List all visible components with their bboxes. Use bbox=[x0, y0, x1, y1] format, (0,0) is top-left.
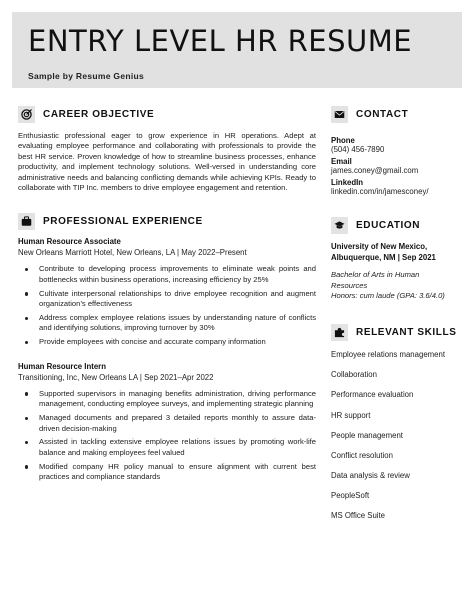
list-item: Conflict resolution bbox=[331, 450, 393, 460]
contact-section bbox=[331, 104, 461, 196]
section-title: CAREER OBJECTIVE bbox=[43, 108, 155, 120]
graduation-cap-icon bbox=[331, 217, 348, 234]
list-item: Supported supervisors in managing benefits administration, driving performance management, conducting employee surveys, and implementing strategic planning bbox=[18, 389, 316, 410]
list-item: HR support bbox=[331, 410, 371, 420]
target-icon bbox=[18, 106, 35, 123]
school-line: Albuquerque, NM | Sep 2021 bbox=[331, 252, 436, 262]
objective-text: Enthusiastic professional eager to grow experience in HR operations. Adept at evaluating employee performance and collaborating with professionals to provide the best HR service. Proven knowledge of how to streamline business processes, enhance productivity, and implement technology solutions. Well-versed in understanding core administrative needs and balancing conflicting demands while achieving KPIs. Ready to collaborate with TIP Inc. members to drive employee engagement and retention. bbox=[18, 131, 316, 193]
school-name bbox=[331, 242, 461, 263]
list-item: Performance evaluation bbox=[331, 390, 414, 400]
list-item: MS Office Suite bbox=[331, 511, 386, 521]
section-title: CONTACT bbox=[356, 108, 409, 120]
job-bullets bbox=[18, 389, 316, 483]
resume-title: ENTRY LEVEL HR RESUME bbox=[28, 24, 413, 58]
list-item: Address complex employee relations issues by understanding nature of conflicts and identifying solutions, improving turnover by 30% bbox=[18, 313, 316, 334]
list-item: Cultivate interpersonal relationships to drive employee recognition and augment organization’s effectiveness bbox=[18, 289, 316, 310]
email-link[interactable]: james.coney@gmail.com bbox=[331, 166, 419, 175]
job-title: Human Resource Intern bbox=[18, 361, 106, 371]
list-item: Managed documents and prepared 3 detailed reports monthly to assure data-driven decision-making bbox=[18, 413, 316, 434]
phone-value: (504) 456-7890 bbox=[331, 145, 385, 154]
list-item: Employee relations management bbox=[331, 349, 445, 359]
school-line: University of New Mexico, bbox=[331, 242, 428, 251]
list-item: Data analysis & review bbox=[331, 471, 410, 481]
job-meta: Transitioning, Inc, New Orleans LA | Sep 2021–Apr 2022 bbox=[18, 372, 214, 382]
linkedin-label: LinkedIn bbox=[331, 178, 364, 187]
education-section bbox=[331, 215, 461, 302]
section-heading bbox=[18, 104, 316, 124]
skills-section bbox=[331, 323, 461, 531]
section-title: EDUCATION bbox=[356, 219, 421, 231]
envelope-icon bbox=[331, 106, 348, 123]
job-title: Human Resource Associate bbox=[18, 237, 121, 247]
section-heading bbox=[18, 211, 316, 231]
job-entry bbox=[18, 362, 316, 483]
section-title: RELEVANT SKILLS bbox=[356, 327, 457, 339]
list-item: Contribute to developing process improvements to eliminate weak points and bottlenecks within business operations, increasing efficiency by 25% bbox=[18, 264, 316, 285]
resume-header bbox=[12, 12, 462, 88]
list-item: Assisted in tackling extensive employee relations issues by promoting work-life balance and making employees feel valued bbox=[18, 437, 316, 458]
job-entry bbox=[18, 237, 316, 347]
skills-list bbox=[331, 349, 461, 531]
email-label: Email bbox=[331, 157, 352, 166]
phone-label: Phone bbox=[331, 136, 355, 145]
list-item: Modified company HR policy manual to ensure alignment with current best practices and compliance standards bbox=[18, 462, 316, 483]
list-item: People management bbox=[331, 430, 403, 440]
section-heading bbox=[331, 323, 461, 343]
briefcase-icon bbox=[18, 213, 35, 230]
resume-subtitle: Sample by Resume Genius bbox=[28, 71, 145, 81]
degree-line: Bachelor of Arts in Human bbox=[331, 270, 420, 280]
section-title: PROFESSIONAL EXPERIENCE bbox=[43, 215, 203, 227]
career-objective-section bbox=[18, 104, 316, 193]
list-item: PeopleSoft bbox=[331, 491, 370, 501]
puzzle-icon bbox=[331, 324, 348, 341]
section-heading bbox=[331, 104, 461, 124]
job-bullets bbox=[18, 264, 316, 347]
degree bbox=[331, 270, 461, 302]
linkedin-link[interactable]: linkedin.com/in/jamesconey/ bbox=[331, 187, 429, 196]
experience-section bbox=[18, 211, 316, 482]
list-item: Collaboration bbox=[331, 370, 377, 380]
section-heading bbox=[331, 215, 461, 235]
honors-line: Honors: cum laude (GPA: 3.6/4.0) bbox=[331, 291, 445, 301]
right-column bbox=[331, 104, 461, 531]
left-column bbox=[18, 104, 316, 486]
degree-line: Resources bbox=[331, 280, 368, 290]
job-meta: New Orleans Marriott Hotel, New Orleans, LA | May 2022–Present bbox=[18, 248, 247, 258]
list-item: Provide employees with concise and accurate company information bbox=[18, 337, 316, 347]
